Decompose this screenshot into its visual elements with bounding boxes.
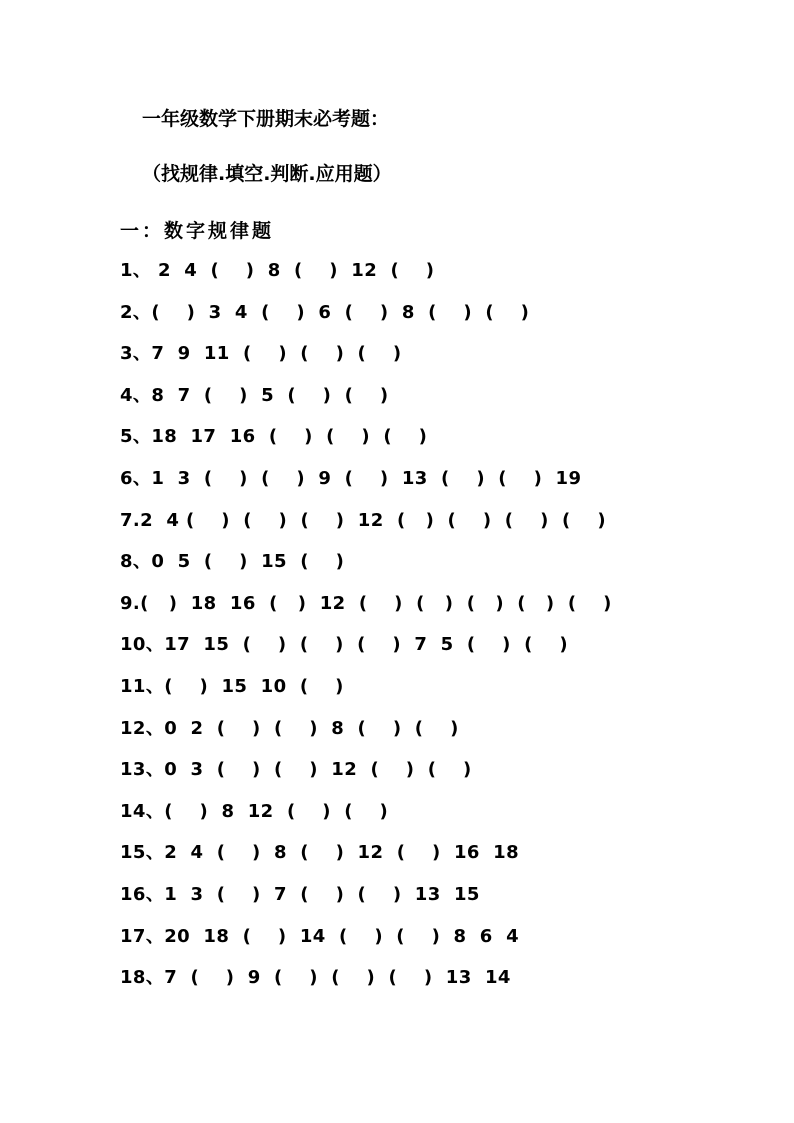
problem-item: 13、0 3 ( ) ( ) 12 ( ) ( ) bbox=[120, 759, 472, 781]
problem-item: 2、( ) 3 4 ( ) 6 ( ) 8 ( ) ( ) bbox=[120, 301, 530, 323]
problem-item: 7.2 4 ( ) ( ) ( ) 12 ( ) ( ) ( ) ( ) bbox=[120, 509, 606, 531]
problem-item: 4、8 7 ( ) 5 ( ) ( ) bbox=[120, 384, 389, 406]
problem-item: 3、7 9 11 ( ) ( ) ( ) bbox=[120, 343, 402, 365]
section-heading: 一：数字规律题 bbox=[120, 220, 275, 242]
problem-item: 8、0 5 ( ) 15 ( ) bbox=[120, 551, 345, 573]
document-title: 一年级数学下册期末必考题： bbox=[142, 108, 390, 130]
problem-item: 14、( ) 8 12 ( ) ( ) bbox=[120, 800, 389, 822]
problem-item: 5、18 17 16 ( ) ( ) ( ) bbox=[120, 426, 428, 448]
problem-item: 1、 2 4 ( ) 8 ( ) 12 ( ) bbox=[120, 260, 435, 281]
document-subtitle: （找规律.填空.判断.应用题） bbox=[142, 163, 392, 185]
problem-item: 15、2 4 ( ) 8 ( ) 12 ( ) 16 18 bbox=[120, 842, 519, 864]
problem-list bbox=[120, 258, 760, 1007]
problem-item: 10、17 15 ( ) ( ) ( ) 7 5 ( ) ( ) bbox=[120, 634, 569, 656]
problem-item: 11、( ) 15 10 ( ) bbox=[120, 675, 344, 697]
problem-item: 9.( ) 18 16 ( ) 12 ( ) ( ) ( ) ( ) ( ) bbox=[120, 592, 612, 614]
problem-item: 16、1 3 ( ) 7 ( ) ( ) 13 15 bbox=[120, 883, 480, 905]
problem-item: 12、0 2 ( ) ( ) 8 ( ) ( ) bbox=[120, 717, 459, 739]
problem-item: 17、20 18 ( ) 14 ( ) ( ) 8 6 4 bbox=[120, 925, 519, 947]
problem-item: 6、1 3 ( ) ( ) 9 ( ) 13 ( ) ( ) 19 bbox=[120, 467, 582, 489]
problem-item: 18、7 ( ) 9 ( ) ( ) ( ) 13 14 bbox=[120, 967, 511, 989]
